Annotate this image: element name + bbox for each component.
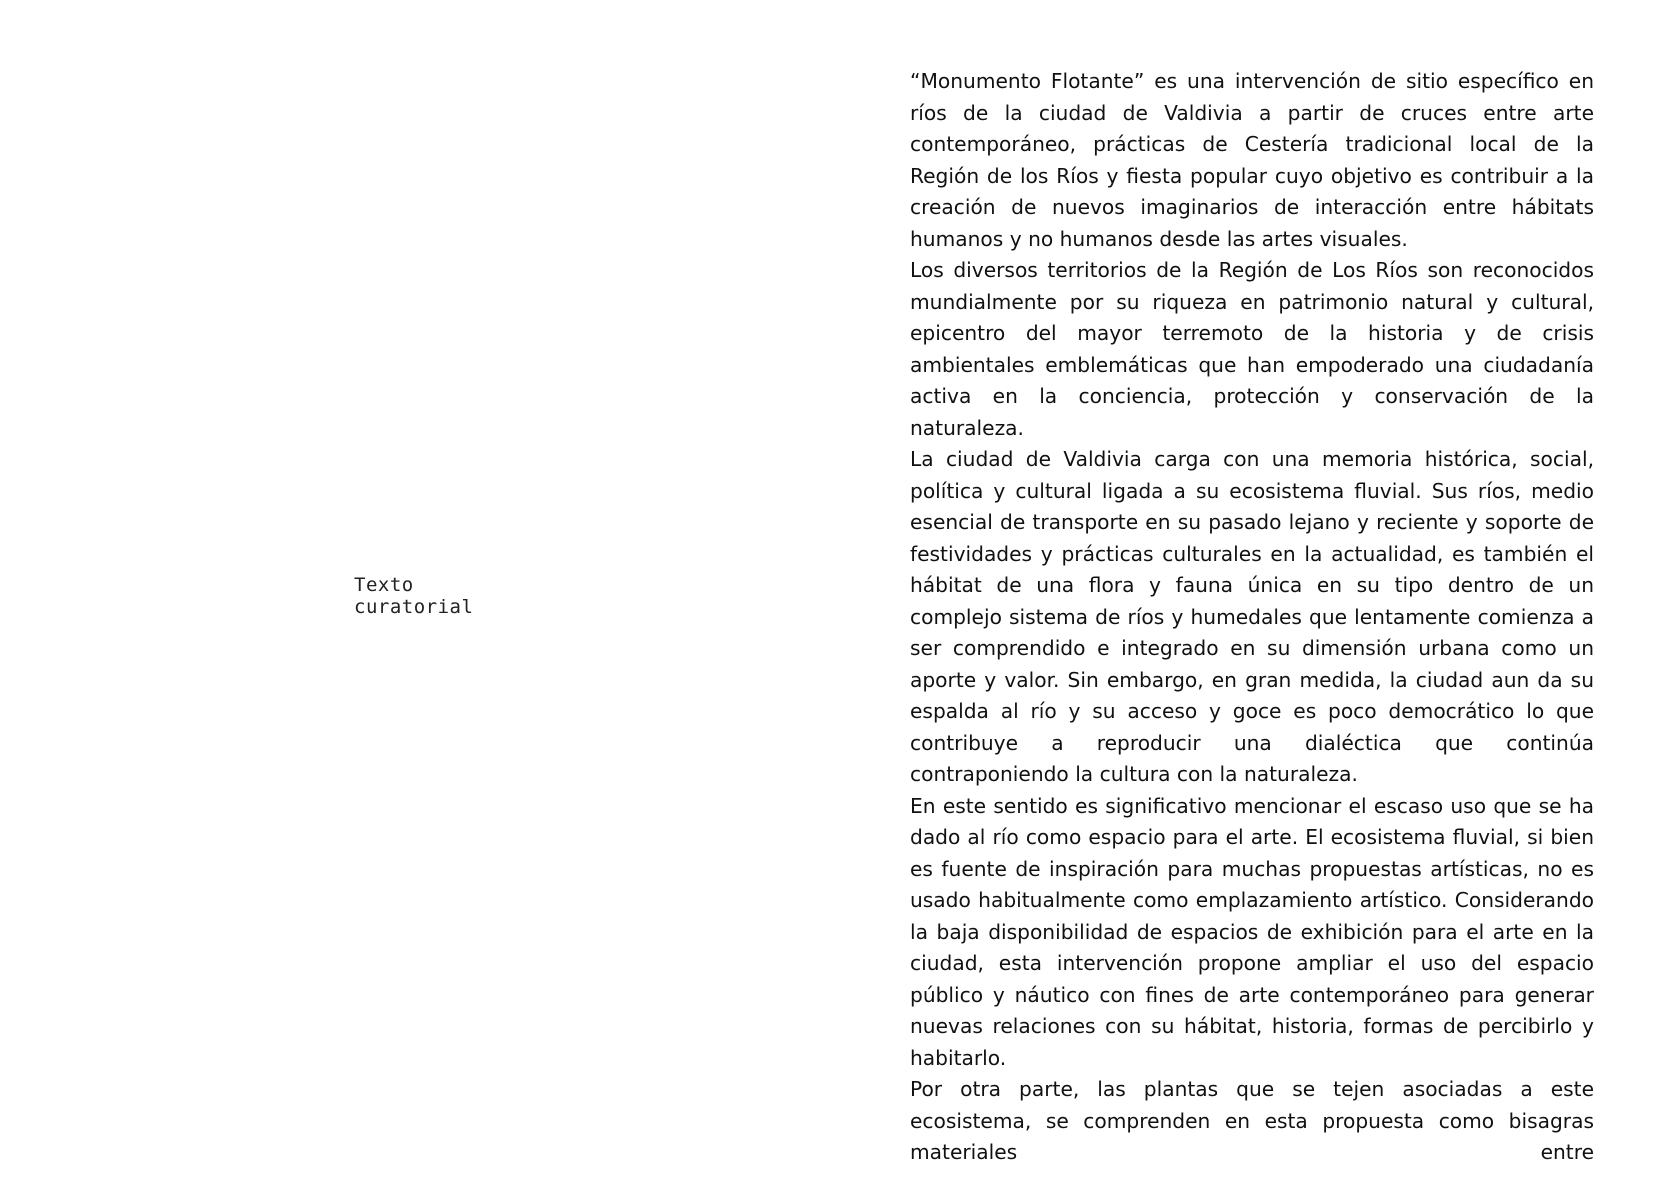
curatorial-text-body <box>910 66 1594 1169</box>
paragraph-1: “Monumento Flotante” es una intervención de sitio específico en ríos de la ciudad de Valdivia a partir de cruces entre arte contemporáneo, prácticas de Cestería tradicional local de la Región de los Ríos y fiesta popular cuyo objetivo es contribuir a la creación de nuevos imaginarios de interacción entre hábitats humanos y no humanos desde las artes visuales. <box>910 69 1594 251</box>
paragraph-4: En este sentido es significativo mencionar el escaso uso que se ha dado al río como espacio para el arte. El ecosistema fluvial, si bien es fuente de inspiración para muchas propuestas artísticas, no es usado habitualmente como emplazamiento artístico. Considerando la baja disponibilidad de espacios de exhibición para el arte en la ciudad, esta intervención propone ampliar el uso del espacio público y náutico con fines de arte contemporáneo para generar nuevas relaciones con su hábitat, historia, formas de percibirlo y habitarlo. <box>910 793 1594 1070</box>
section-label <box>354 574 554 618</box>
paragraph-5: Por otra parte, las plantas que se tejen asociadas a este ecosistema, se comprenden en esta propuesta como bisagras materiales entre <box>910 1077 1594 1164</box>
paragraph-2: Los diversos territorios de la Región de Los Ríos son reconocidos mundialmente por su riqueza en patrimonio natural y cultural, epicentro del mayor terremoto de la historia y de crisis ambientales emblemáticas que han empoderado una ciudadanía activa en la conciencia, protección y conservación de la naturaleza. <box>910 258 1594 440</box>
section-label-line-2: curatorial <box>354 596 474 618</box>
paragraph-3: La ciudad de Valdivia carga con una memoria histórica, social, política y cultural ligada a su ecosistema fluvial. Sus ríos, medio esencial de transporte en su pasado lejano y reciente y soporte de festividades y prácticas culturales en la actualidad, es también el hábitat de una flora y fauna única en su tipo dentro de un complejo sistema de ríos y humedales que lentamente comienza a ser comprendido e integrado en su dimensión urbana como un aporte y valor. Sin embargo, en gran medida, la ciudad aun da su espalda al río y su acceso y goce es poco democrático lo que contribuye a reproducir una dialéctica que continúa contraponiendo la cultura con la naturaleza. <box>910 447 1594 786</box>
section-label-line-1: Texto <box>354 574 414 596</box>
